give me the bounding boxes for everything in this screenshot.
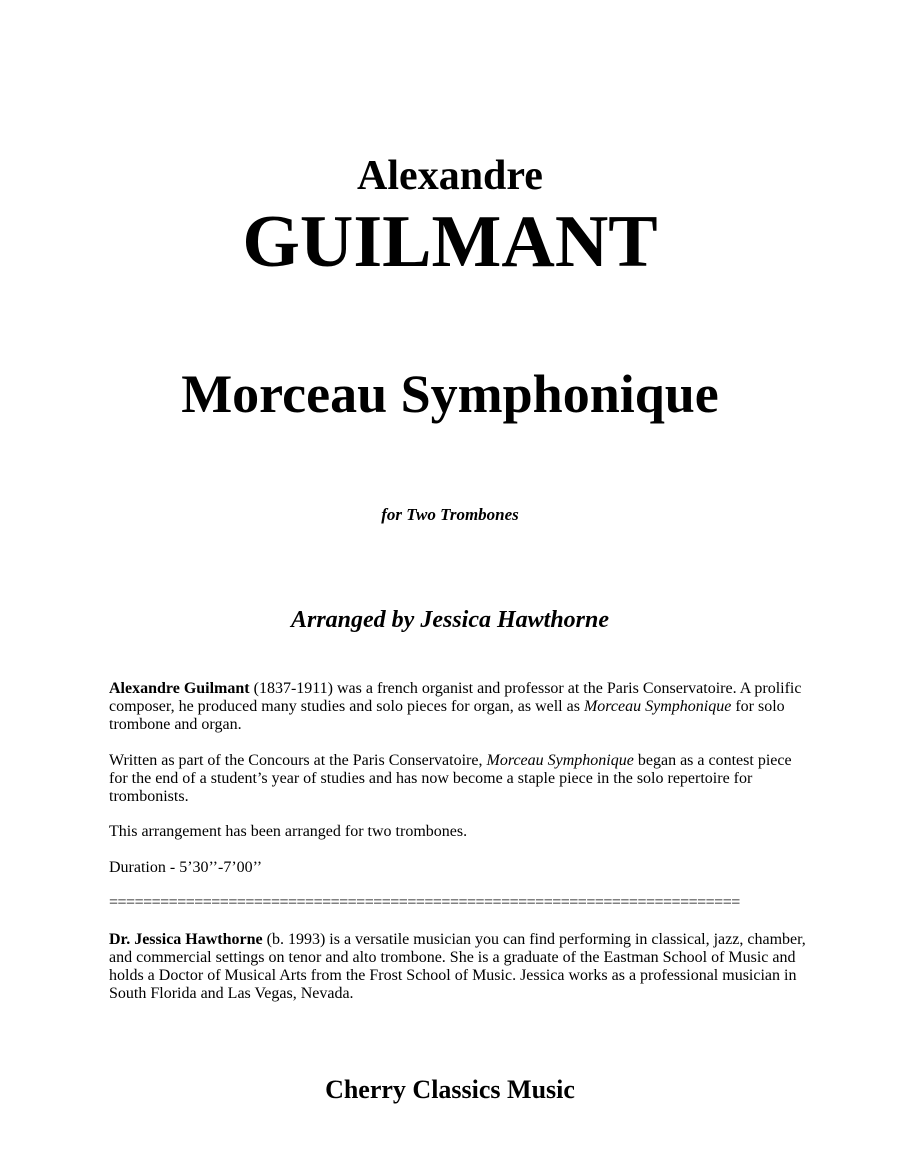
arranger-bio-name: Dr. Jessica Hawthorne [109,931,263,948]
work-history-title: Morceau Symphonique [486,752,634,769]
work-history-text-2: began as a contest piece for the end of a student’s year of studies and has now become a staple piece in the solo repertoire for trombonists. [109,752,792,805]
arrangement-note [109,823,809,841]
arranger-bio-text: (b. 1993) is a versatile musician you can find performing in classical, jazz, chamber, and commercial settings on tenor and alto trombone. She is a graduate of the Eastman School of Music and holds a Doctor of Musical Arts from the Frost School of Music. Jessica works as a professional musician in South Florida and Las Vegas, Nevada. [109,931,806,1002]
composer-biography [109,680,809,734]
composer-bio-name: Alexandre Guilmant [109,680,250,697]
composer-bio-text-1: (1837-1911) was a french organist and professor at the Paris Conservatoire. A prolific composer, he produced many studies and solo pieces for organ, as well as [109,680,802,715]
arranger-biography [109,931,809,1003]
separator-line: ========================================================================== [109,894,740,911]
composer-last-name: GUILMANT [242,201,658,283]
work-title: Morceau Symphonique [181,364,719,424]
arranger-line: Arranged by Jessica Hawthorne [290,607,610,633]
work-history [109,752,809,806]
duration-text: Duration - 5’30’’-7’00’’ [109,859,263,876]
arrangement-note-text: This arrangement has been arranged for two trombones. [109,823,468,840]
publisher-name: Cherry Classics Music [325,1075,575,1104]
composer-bio-work: Morceau Symphonique [583,698,732,715]
duration [109,859,809,877]
composer-first-name: Alexandre [357,153,543,199]
work-history-text-1: Written as part of the Concours at the Paris Conservatoire, [109,752,487,769]
composer-bio-text-2: for solo trombone and organ. [109,698,785,733]
instrumentation-line: for Two Trombones [381,505,519,524]
